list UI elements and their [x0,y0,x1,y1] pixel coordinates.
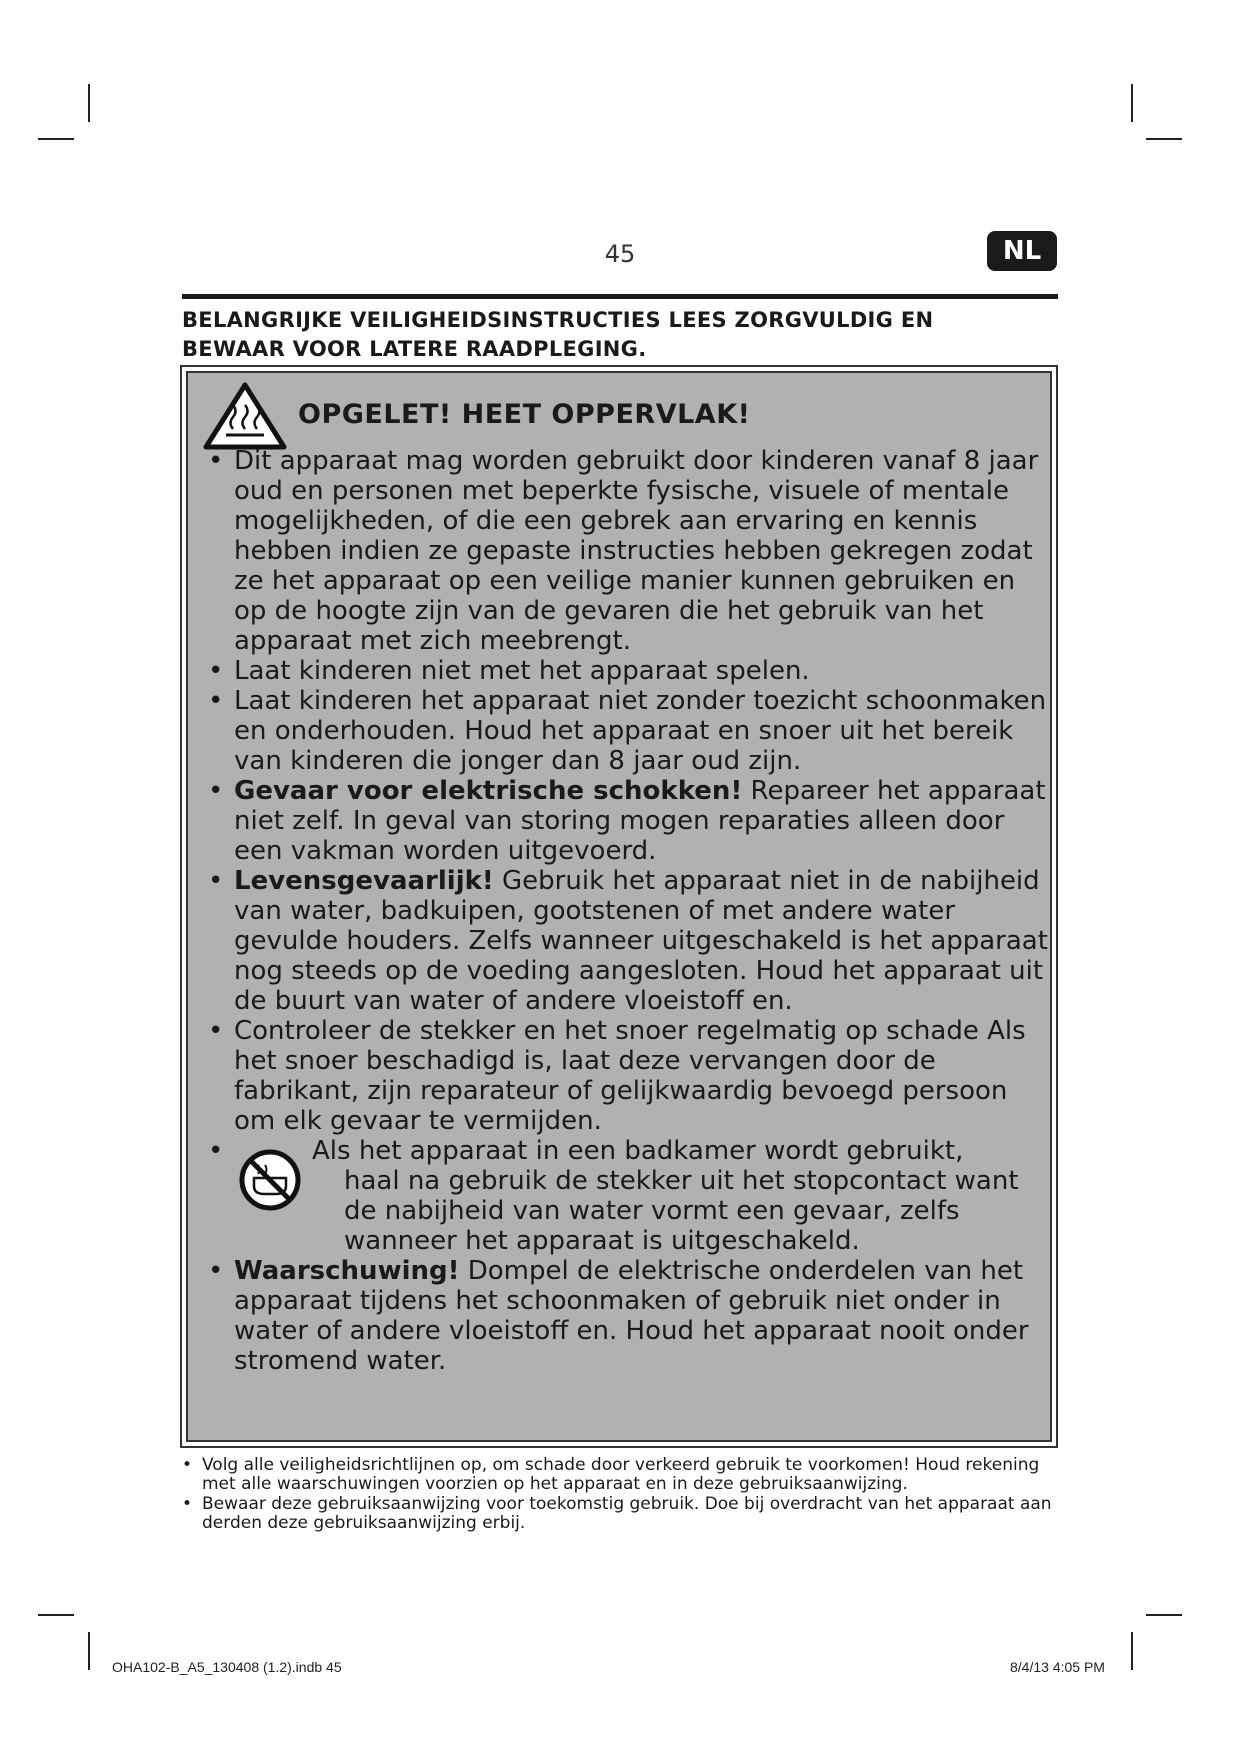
divider [182,294,1058,299]
warning-box [180,365,1058,1448]
list-item: • Bewaar deze gebruiksaanwijzing voor toekomstig gebruik. Doe bij overdracht van het apparaat aan derden deze gebruiksaanwijzing erbij. [182,1494,1052,1533]
list-item-emphasis: Gevaar voor elektrische schokken! [234,776,743,806]
list-item-text: Repareer het apparaat niet zelf. In geval van storing mogen reparaties alleen door een vakman worden uitgevoerd. [234,776,1046,866]
crop-mark [1146,1614,1182,1616]
page-title [182,306,1062,364]
hot-surface-warning-icon [202,381,288,451]
list-item: • Levensgevaarlijk! Gebruik het apparaat niet in de nabijheid van water, badkuipen, gootstenen of met andere water gevulde houders. Zelfs wanneer uitgeschakeld is het apparaat nog steeds op de voeding aangesloten. Houd het apparaat uit de buurt van water of andere vloeistoff en. [208,866,1048,1016]
warning-panel [186,371,1052,1442]
list-item: • Als het apparaat in een badkamer wordt gebruikt, haal na gebruik de stekker uit het stopcontact want de nabijheid van water vormt een gevaar, zelfs wanneer het apparaat is uitgeschakeld. [204,1136,1054,1256]
footer-timestamp: 8/4/13 4:05 PM [1010,1659,1105,1675]
list-item: • Dit apparaat mag worden gebruikt door kinderen vanaf 8 jaar oud en personen met beperkte fysische, visuele of mentale mogelijkheden, of die een gebrek aan ervaring en kennis hebben indien ze gepaste instructies hebben gekregen zodat ze het apparaat op een veilige manier kunnen gebruiken en op de hoogte zijn van de gevaren die het gebruik van het apparaat met zich meebrengt. [208,446,1039,656]
list-item: • Gevaar voor elektrische schokken! Repareer het apparaat niet zelf. In geval van storing mogen reparaties alleen door een vakman worden uitgevoerd. [208,776,1046,866]
list-item-text: haal na gebruik de stekker uit het stopcontact want de nabijheid van water vormt een gevaar, zelfs wanneer het apparaat is uitgeschakeld. [344,1166,1019,1256]
crop-mark [1131,84,1133,122]
list-item-text: Laat kinderen niet met het apparaat spelen. [234,656,810,686]
list-item-text: Controleer de stekker en het snoer regelmatig op schade Als het snoer beschadigd is, laat deze vervangen door de fabrikant, zijn reparateur of gelijkwaardig bevoegd persoon om elk gevaar te vermijden. [234,1016,1026,1136]
list-item-text: Gebruik het apparaat niet in de nabijheid van water, badkuipen, gootstenen of met andere water gevulde houders. Zelfs wanneer uitgeschakeld is het apparaat nog steeds op de voeding aangesloten. Houd het apparaat uit de buurt van water of andere vloeistoff en. [234,866,1048,1016]
list-item-emphasis: Levensgevaarlijk! [234,866,494,896]
list-item: • Controleer de stekker en het snoer regelmatig op schade Als het snoer beschadigd is, laat deze vervangen door de fabrikant, zijn reparateur of gelijkwaardig bevoegd persoon om elk gevaar te vermijden. [208,1016,1026,1136]
crop-mark [38,1614,74,1616]
crop-mark [88,84,90,122]
crop-mark [1146,138,1182,140]
notes-list [182,1456,1062,1534]
no-bath-use-icon [238,1148,302,1212]
warning-title: OPGELET! HEET OPPERVLAK! [298,399,751,430]
crop-mark [1131,1632,1133,1670]
page-title-line: BEWAAR VOOR LATERE RAADPLEGING. [182,337,647,361]
warning-list [204,446,1054,1376]
list-item-text: Dit apparaat mag worden gebruikt door kinderen vanaf 8 jaar oud en personen met beperkte fysische, visuele of mentale mogelijkheden, of die een gebrek aan ervaring en kennis hebben indien ze gepaste instructies hebben gekregen zodat ze het apparaat op een veilige manier kunnen gebruiken en op de hoogte zijn van de gevaren die het gebruik van het apparaat met zich meebrengt. [234,446,1039,656]
list-item-text: Laat kinderen het apparaat niet zonder toezicht schoonmaken en onderhouden. Houd het apparaat en snoer uit het bereik van kinderen die jonger dan 8 jaar oud zijn. [234,686,1047,776]
list-item: • Waarschuwing! Dompel de elektrische onderdelen van het apparaat tijdens het schoonmaken of gebruik niet onder in water of andere vloeistoff en. Houd het apparaat nooit onder stromend water. [208,1256,1029,1376]
list-item-text: Als het apparaat in een badkamer wordt gebruikt, [312,1136,964,1166]
list-item-text: Dompel de elektrische onderdelen van het apparaat tijdens het schoonmaken of gebruik niet onder in water of andere vloeistoff en. Houd het apparaat nooit onder stromend water. [234,1256,1029,1376]
page-number: 45 [604,240,636,268]
list-item-text: Volg alle veiligheidsrichtlijnen op, om schade door verkeerd gebruik te voorkomen! Houd rekening met alle waarschuwingen voorzien op het apparaat en in deze gebruiksaanwijzing. [202,1455,1040,1494]
list-item-text: Bewaar deze gebruiksaanwijzing voor toekomstig gebruik. Doe bij overdracht van het apparaat aan derden deze gebruiksaanwijzing erbij. [202,1494,1052,1533]
language-badge: NL [987,231,1057,271]
page-title-line: BELANGRIJKE VEILIGHEIDSINSTRUCTIES LEES ZORGVULDIG EN [182,308,934,332]
list-item: • Volg alle veiligheidsrichtlijnen op, om schade door verkeerd gebruik te voorkomen! Houd rekening met alle waarschuwingen voorzien op het apparaat en in deze gebruiksaanwijzing. [182,1455,1040,1494]
footer-file-info: OHA102-B_A5_130408 (1.2).indb 45 [112,1659,342,1675]
list-item: • Laat kinderen het apparaat niet zonder toezicht schoonmaken en onderhouden. Houd het apparaat en snoer uit het bereik van kinderen die jonger dan 8 jaar oud zijn. [208,686,1047,776]
crop-mark [88,1632,90,1670]
list-item: • Laat kinderen niet met het apparaat spelen. [208,656,810,686]
list-item-emphasis: Waarschuwing! [234,1256,460,1286]
crop-mark [38,138,74,140]
